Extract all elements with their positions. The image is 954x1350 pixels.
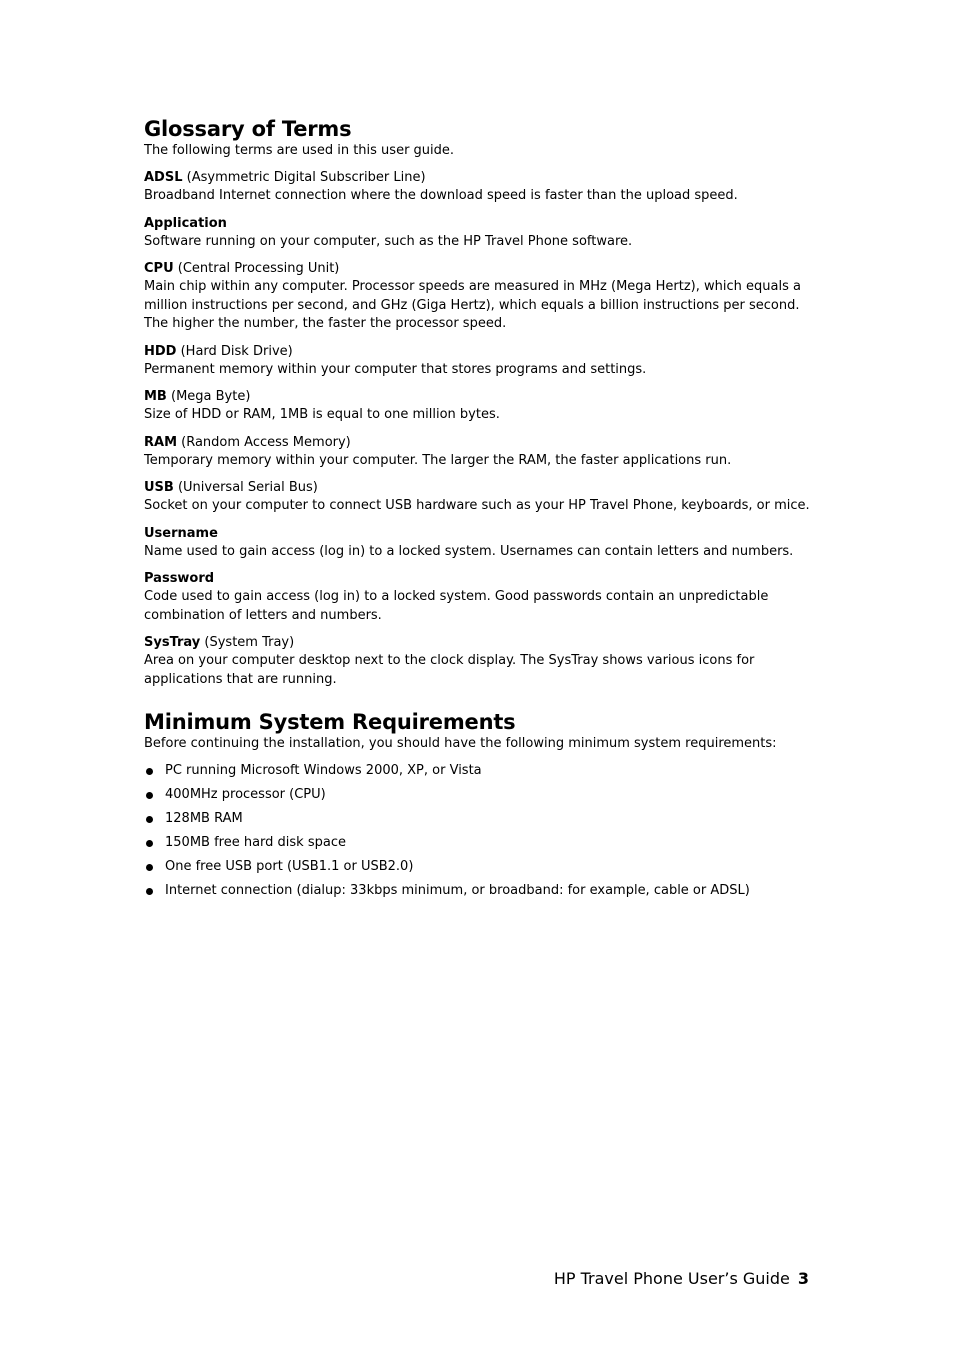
term-definition: Area on your computer desktop next to the clock display. The SysTray shows various icons for applications that are running. — [144, 653, 755, 687]
term-name: SysTray — [144, 635, 201, 650]
term-expansion: (Hard Disk Drive) — [176, 343, 293, 359]
term-name: ADSL — [144, 170, 183, 185]
glossary-term-password — [144, 570, 816, 625]
bullet-icon — [146, 768, 153, 775]
list-item: 400MHz processor (CPU) — [144, 786, 816, 804]
bullet-icon — [146, 888, 153, 895]
glossary-term-ram — [144, 434, 816, 471]
term-expansion: (Universal Serial Bus) — [173, 480, 318, 495]
term-definition: Name used to gain access (log in) to a locked system. Usernames can contain letters and numbers. — [144, 543, 794, 559]
list-item: PC running Microsoft Windows 2000, XP, or Vista — [144, 762, 816, 780]
requirements-section — [144, 709, 816, 900]
glossary-term-cpu — [144, 260, 816, 334]
glossary-term-application — [144, 215, 816, 252]
term-name: RAM — [144, 434, 178, 450]
bullet-icon — [146, 840, 153, 847]
glossary-term-mb — [144, 388, 816, 425]
term-definition: Socket on your computer to connect USB hardware such as your HP Travel Phone, keyboards, or mice. — [144, 498, 810, 513]
list-item: Internet connection (dialup: 33kbps minimum, or broadband: for example, cable or ADSL) — [144, 882, 816, 900]
term-definition: Temporary memory within your computer. The larger the RAM, the faster applications run. — [144, 452, 732, 468]
term-definition: Software running on your computer, such as the HP Travel Phone software. — [144, 233, 633, 249]
term-name: HDD — [144, 343, 177, 359]
term-name: USB — [144, 480, 174, 495]
term-name: Username — [144, 525, 218, 541]
glossary-term-hdd — [144, 343, 816, 380]
term-name: MB — [144, 389, 167, 404]
glossary-intro: The following terms are used in this user guide. — [144, 143, 455, 158]
glossary-term-usb — [144, 479, 816, 516]
page-content — [144, 116, 816, 906]
term-expansion: (Random Access Memory) — [177, 434, 351, 450]
term-definition: Broadband Internet connection where the download speed is faster than the upload speed. — [144, 188, 738, 203]
list-item: 128MB RAM — [144, 810, 816, 828]
term-definition: Size of HDD or RAM, 1MB is equal to one million bytes. — [144, 407, 500, 422]
glossary-term-adsl — [144, 169, 816, 206]
term-name: Application — [144, 215, 227, 231]
requirements-intro: Before continuing the installation, you should have the following minimum system requirements: — [144, 736, 777, 751]
footer-guide-title: HP Travel Phone User’s Guide — [553, 1269, 790, 1288]
page-number: 3 — [797, 1269, 809, 1288]
bullet-icon — [146, 816, 153, 823]
requirements-title: Minimum System Requirements — [144, 710, 516, 734]
list-item: 150MB free hard disk space — [144, 834, 816, 852]
term-name: CPU — [144, 261, 174, 276]
bullet-icon — [146, 792, 153, 799]
glossary-term-systray — [144, 634, 816, 689]
term-definition: Permanent memory within your computer that stores programs and settings. — [144, 361, 647, 377]
term-name: Password — [144, 571, 215, 586]
bullet-icon — [146, 864, 153, 871]
term-expansion: (System Tray) — [200, 635, 295, 650]
glossary-title: Glossary of Terms — [144, 117, 352, 141]
term-expansion: (Central Processing Unit) — [173, 261, 340, 276]
requirements-list — [144, 762, 816, 900]
term-expansion: (Mega Byte) — [166, 389, 251, 404]
term-expansion: (Asymmetric Digital Subscriber Line) — [182, 170, 426, 185]
term-definition: Code used to gain access (log in) to a locked system. Good passwords contain an unpredictable combination of letters and numbers. — [144, 589, 769, 623]
list-item: One free USB port (USB1.1 or USB2.0) — [144, 858, 816, 876]
term-definition: Main chip within any computer. Processor speeds are measured in MHz (Mega Hertz), which equals a million instructions per second, and GHz (Giga Hertz), which equals a billion instructions per second. The higher the number, the faster the processor speed. — [144, 279, 801, 331]
page-footer — [554, 1268, 809, 1290]
glossary-term-username — [144, 525, 816, 562]
